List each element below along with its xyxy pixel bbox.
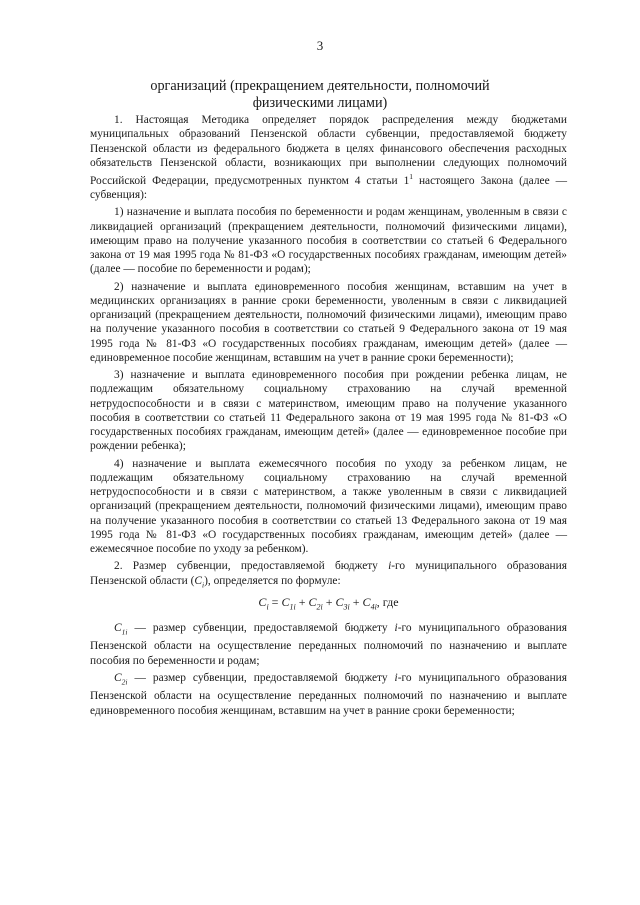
symbol-c1i: $C_{1i}$ [114, 621, 128, 636]
definition-c2 [90, 671, 567, 718]
formula: $C_i = C_{1i} + C_{2i} + C_{3i} + C_{4i}$, где [258, 595, 399, 612]
definition-c2-tail: -го муниципального образования Пензенской области на осуществление переданных полномочий по назначению и выплате единовременного пособия женщинам, вставшим на учет в ранние сроки беременности; [90, 671, 567, 717]
list-item-2: 2) назначение и выплата единовременного пособия женщинам, вставшим на учет в медицинских организациях в ранние сроки беременности, уволенным в связи с ликвидацией организаций (прекращением деятельности, полномочий физическими лицами), имеющим право на получение указанного пособия в соответствии со статьей 9 Федерального закона от 19 мая 1995 года № 81-ФЗ «О государственных пособиях гражданам, имеющим детей» (далее — единовременное пособие женщинам, вставшим на учет в ранние сроки беременности); [90, 280, 567, 364]
definition-c1-text: — размер субвенции, предоставляемой бюджету [127, 621, 395, 634]
index-i: i [394, 621, 398, 634]
list-item-1: 1) назначение и выплата пособия по беременности и родам женщинам, уволенным в связи с ликвидацией организаций (прекращением деятельности, полномочий физическими лицами), имеющим право на получение указанного пособия в соответствии со статьей 6 Федерального закона от 19 мая 1995 года № 81-ФЗ «О государственных пособиях гражданам, имеющим детей» (далее — пособие по беременности и родам); [90, 206, 567, 276]
page-number: 3 [316, 38, 324, 53]
footnote-superscript: 1 [409, 172, 414, 181]
index-i: i [388, 560, 392, 573]
paragraph-1-text: 1. Настоящая Методика определяет порядок распределения между бюджетами муниципальных образований Пензенской области субвенции, предоставляемой бюджету Пензенской области из федерального бюджета в целях финансового обеспечения расходных обязательств Пензенской области, возникающих при выполнении следующих полномочий Российской Федерации, предусмотренных пунктом 4 статьи 1 [90, 114, 567, 187]
paragraph-1 [90, 113, 567, 202]
paragraph-2 [90, 559, 567, 592]
section-title [90, 78, 550, 112]
definition-c1 [90, 621, 567, 668]
paragraph-2-text: 2. Размер субвенции, предоставляемой бюджету [114, 560, 389, 573]
definition-c1-tail: -го муниципального образования Пензенской области на осуществление переданных полномочий по назначению и выплате пособия по беременности и родам; [90, 621, 567, 667]
paragraph-1-tail: настоящего Закона (далее — субвенция): [90, 174, 567, 202]
symbol-ci: $C_i$ [194, 574, 205, 589]
title-line-1: организаций (прекращением деятельности, полномочий [150, 78, 490, 94]
paragraph-2-text-b: -го муниципального образования Пензенской области ( [90, 560, 567, 587]
index-i: i [394, 671, 398, 684]
list-item-4: 4) назначение и выплата ежемесячного пособия по уходу за ребенком лицам, не подлежащим обязательному социальному страхованию на случай временной нетрудоспособности и в связи с материнством, а также уволенным в связи с ликвидацией организаций (прекращением деятельности, полномочий физическими лицами), имеющим право на получение указанного пособия в соответствии со статьей 13 Федерального закона от 19 мая 1995 года № 81-ФЗ «О государственных пособиях гражданам, имеющим детей» (далее — ежемесячное пособие по уходу за ребенком). [90, 457, 567, 556]
paragraph-2-tail: ), определяется по формуле: [204, 574, 341, 587]
symbol-c2i: $C_{2i}$ [114, 671, 128, 687]
document-body [90, 113, 567, 721]
title-line-2: физическими лицами) [252, 95, 388, 111]
definition-c2-text: — размер субвенции, предоставляемой бюджету [127, 671, 395, 684]
list-item-3: 3) назначение и выплата единовременного пособия при рождении ребенка лицам, не подлежащим обязательному социальному страхованию на случай временной нетрудоспособности и в связи с материнством, имеющим право на получение указанного пособия в соответствии со статьей 11 Федерального закона от 19 мая 1995 года № 81-ФЗ «О государственных пособиях гражданам, имеющим детей» (далее — единовременное пособие при рождении ребенка); [90, 369, 567, 453]
